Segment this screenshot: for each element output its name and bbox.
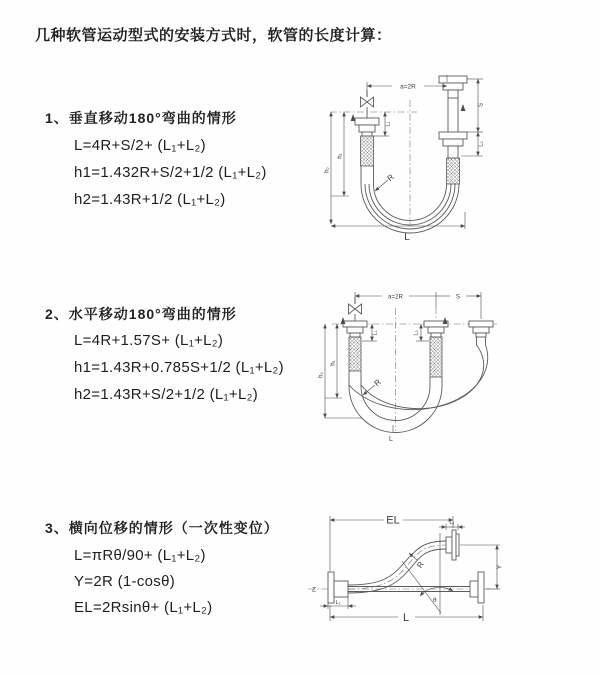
label-r: R [385, 172, 396, 183]
section1-heading: 1、垂直移动180°弯曲的情形 [45, 110, 237, 126]
dimension-l1-bottom [320, 597, 356, 609]
left-pipe-fitting [343, 321, 367, 371]
label-r: R [415, 559, 426, 570]
label-l2: L₂ [413, 330, 420, 336]
label-h2: h₂ [324, 167, 331, 173]
diagram-horizontal-180-bend [312, 283, 562, 463]
radius-leader [375, 172, 396, 191]
label-theta: θ [433, 597, 437, 604]
middle-pipe-fitting [424, 321, 448, 377]
section3-heading: 3、横向位移的情形（一次性变位） [45, 520, 279, 536]
left-flange [328, 572, 348, 603]
angle-theta-construction [402, 533, 453, 615]
section1-formula-L: L=4R+S/2+ (L₁+L₂) [74, 137, 206, 154]
label-l1: L₁ [372, 330, 379, 336]
dimension-length [389, 425, 393, 443]
label-l1-bottom: L₁ [335, 600, 341, 606]
section2-formula-L: L=4R+1.57S+ (L₁+L₂) [74, 332, 224, 349]
section2-heading: 2、水平移动180°弯曲的情形 [45, 306, 237, 322]
section3-formula-EL: EL=2Rsinθ+ (L₁+L₂) [74, 599, 213, 616]
label-h2: h₂ [318, 372, 325, 378]
label-length: L [389, 436, 393, 443]
label-s: S [455, 293, 461, 301]
dimension-el [330, 515, 453, 572]
hose-u-displaced [349, 337, 488, 410]
section3-formula-L: L=πRθ/90+ (L₁+L₂) [74, 547, 206, 564]
section3-formula-Y: Y=2R (1-cosθ) [74, 573, 176, 590]
label-length: L [402, 612, 410, 624]
label-l2: L₂ [478, 141, 485, 147]
page-title: 几种软管运动型式的安装方式时，软管的长度计算： [35, 27, 392, 44]
dimension-length [330, 605, 483, 624]
label-h1: h₁ [330, 360, 337, 366]
label-a2r: a=2R [388, 293, 403, 301]
dimension-span [367, 75, 447, 97]
displaced-pipe-fitting [469, 321, 493, 337]
label-el: EL [386, 514, 400, 527]
section1-formula-h2: h2=1.43R+1/2 (L₁+L₂) [74, 191, 226, 208]
dimension-l1-top [439, 520, 465, 530]
label-r: R [372, 377, 383, 388]
left-pipe-fitting [355, 118, 379, 166]
right-upper-flange [446, 530, 459, 560]
label-s: S [478, 102, 485, 108]
label-length: L [404, 232, 410, 243]
centerline-marker: Z [312, 586, 316, 594]
label-y: Y [496, 564, 504, 570]
dimension-s-l2 [461, 79, 485, 156]
section1-formula-h1: h1=1.432R+S/2+1/2 (L₁+L₂) [74, 164, 267, 181]
diagram-lateral-displacement [300, 505, 590, 660]
dimension-span-s [355, 292, 481, 319]
diagram-vertical-180-bend [315, 72, 550, 257]
label-l1: L₁ [385, 121, 392, 127]
label-a2r: a=2R [400, 83, 416, 91]
hose-s-curve [348, 541, 446, 593]
label-h1: h₁ [337, 153, 344, 159]
right-lower-flange [470, 572, 484, 603]
right-pipe-fittings [439, 76, 467, 184]
section2-formula-h2: h2=1.43R+S/2+1/2 (L₁+L₂) [74, 386, 259, 403]
radius-leader [363, 377, 383, 395]
dimension-heights [325, 112, 350, 224]
section2-formula-h1: h1=1.43R+0.785S+1/2 (L₁+L₂) [74, 359, 284, 376]
label-l1-top: L₁ [449, 520, 455, 526]
